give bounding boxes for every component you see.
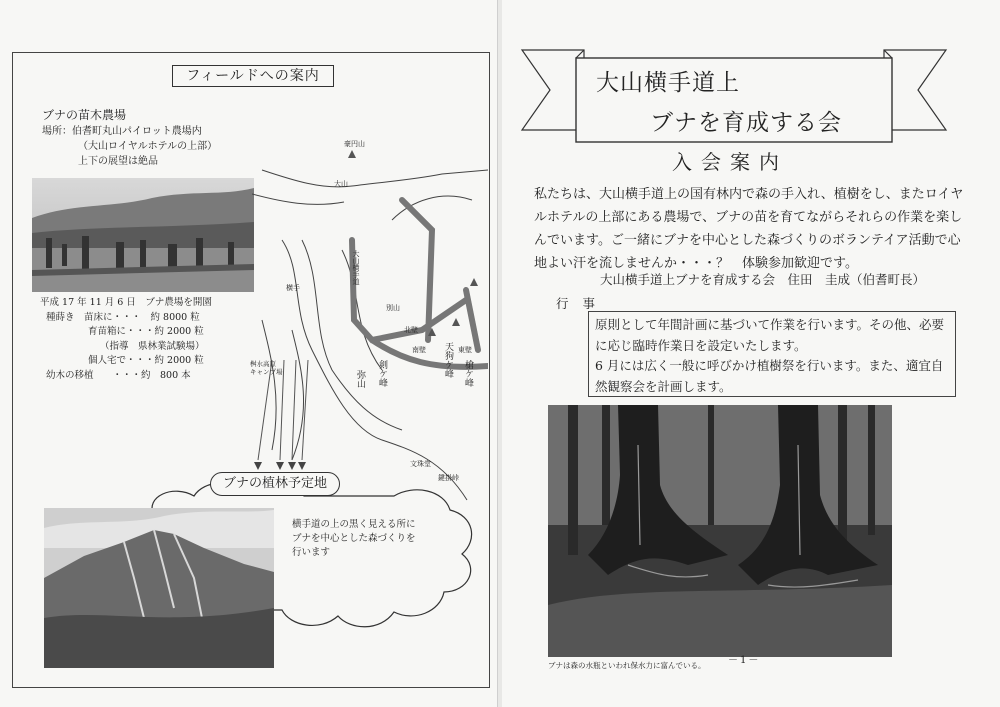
info-line: （指導 県林業試験場） — [100, 340, 205, 352]
address-line: 場所：伯耆町丸山パイロット農場内 — [42, 126, 202, 137]
events-text: 6 月には広く一般に呼びかけ植樹祭を行います。また、適宜自然観察会を計画します。 — [595, 358, 944, 394]
note-line: 横手道の上の黒く見える所に — [292, 519, 416, 530]
intro-text: 私たちは、大山横手道上の国有林内で森の手入れ、植樹をし、またロイヤルホテルの上部にある農場で、ブナの苗を育てながらそれらの作業を楽しんでいます。ご一緒にブナを中心とした森づくりのボランテイア活動で心地よい汗を流しませんか・・・？ 体験参加歓迎です。 — [534, 187, 964, 271]
signature-line: 大山横手道上ブナを育成する会 住田 圭成（伯耆町長） — [600, 272, 926, 287]
events-label: 行事 — [556, 296, 610, 311]
map-label: 横手 — [286, 284, 300, 292]
map-label: 南壁 — [412, 346, 426, 354]
info-line: 種蒔き 苗床に・・・ 約 8000 粒 — [46, 311, 200, 323]
info-line: 個人宅で・・・約 2000 粒 — [88, 355, 204, 367]
planting-site-title: ブナの植林予定地 — [210, 472, 340, 496]
planting-site-note — [292, 518, 416, 560]
page-number: －1－ — [728, 655, 761, 666]
nursery-title: ブナの苗木農場 — [42, 108, 127, 122]
address-line: （大山ロイヤルホテルの上部） — [78, 141, 218, 152]
planting-info — [40, 296, 212, 384]
info-line: 育苗箱に・・・約 2000 粒 — [88, 326, 204, 338]
beech-forest-photo — [548, 405, 892, 657]
map-label: 豪円山 — [344, 140, 365, 148]
info-line: 平成 17 年 11 月 6 日 ブナ農場を開園 — [40, 297, 212, 308]
map-label: 鍵掛峠 — [438, 474, 459, 482]
map-label-vertical: 天狗ケ峰 — [443, 342, 453, 378]
map-label: 大山 — [334, 180, 348, 188]
membership-heading: 入会案内 — [672, 150, 788, 174]
map-label: 北壁 — [404, 326, 418, 334]
route-map — [252, 130, 488, 510]
banner-title-line2: ブナを育成する会 — [650, 110, 842, 136]
mountain-photo — [44, 508, 274, 668]
address-line: 上下の展望は絶品 — [78, 156, 158, 167]
field-guide-title: フィールドへの案内 — [172, 65, 334, 87]
map-label-vertical: 槍ケ峰 — [463, 360, 473, 387]
banner-title-line1: 大山横手道上 — [596, 70, 740, 96]
nursery-address — [42, 124, 217, 169]
map-label: 別山 — [386, 304, 400, 312]
events-text: 原則として年間計画に基づいて作業を行います。その他、必要に応じ臨時作業日を設定いたします。 — [595, 317, 945, 353]
map-label-vertical: 大山横手道 — [352, 250, 360, 285]
map-label: 東壁 — [458, 346, 472, 354]
photo-caption: ブナは森の水瓶といわれ保水力に富んでいる。 — [548, 661, 706, 670]
note-line: ブナを中心とした森づくりを — [292, 533, 416, 544]
map-label-camp: 桝水高原 キャンプ場 — [250, 360, 283, 376]
info-line: 幼木の移植 ・・・約 800 本 — [46, 369, 191, 381]
events-box — [588, 311, 956, 397]
map-label: 文珠堂 — [410, 460, 431, 468]
note-line: 行います — [292, 547, 331, 558]
map-label-vertical: 剣ケ峰 — [377, 360, 387, 387]
intro-paragraph — [534, 183, 964, 275]
nursery-photo — [32, 178, 254, 292]
map-label-vertical: 弥山 — [355, 370, 365, 388]
